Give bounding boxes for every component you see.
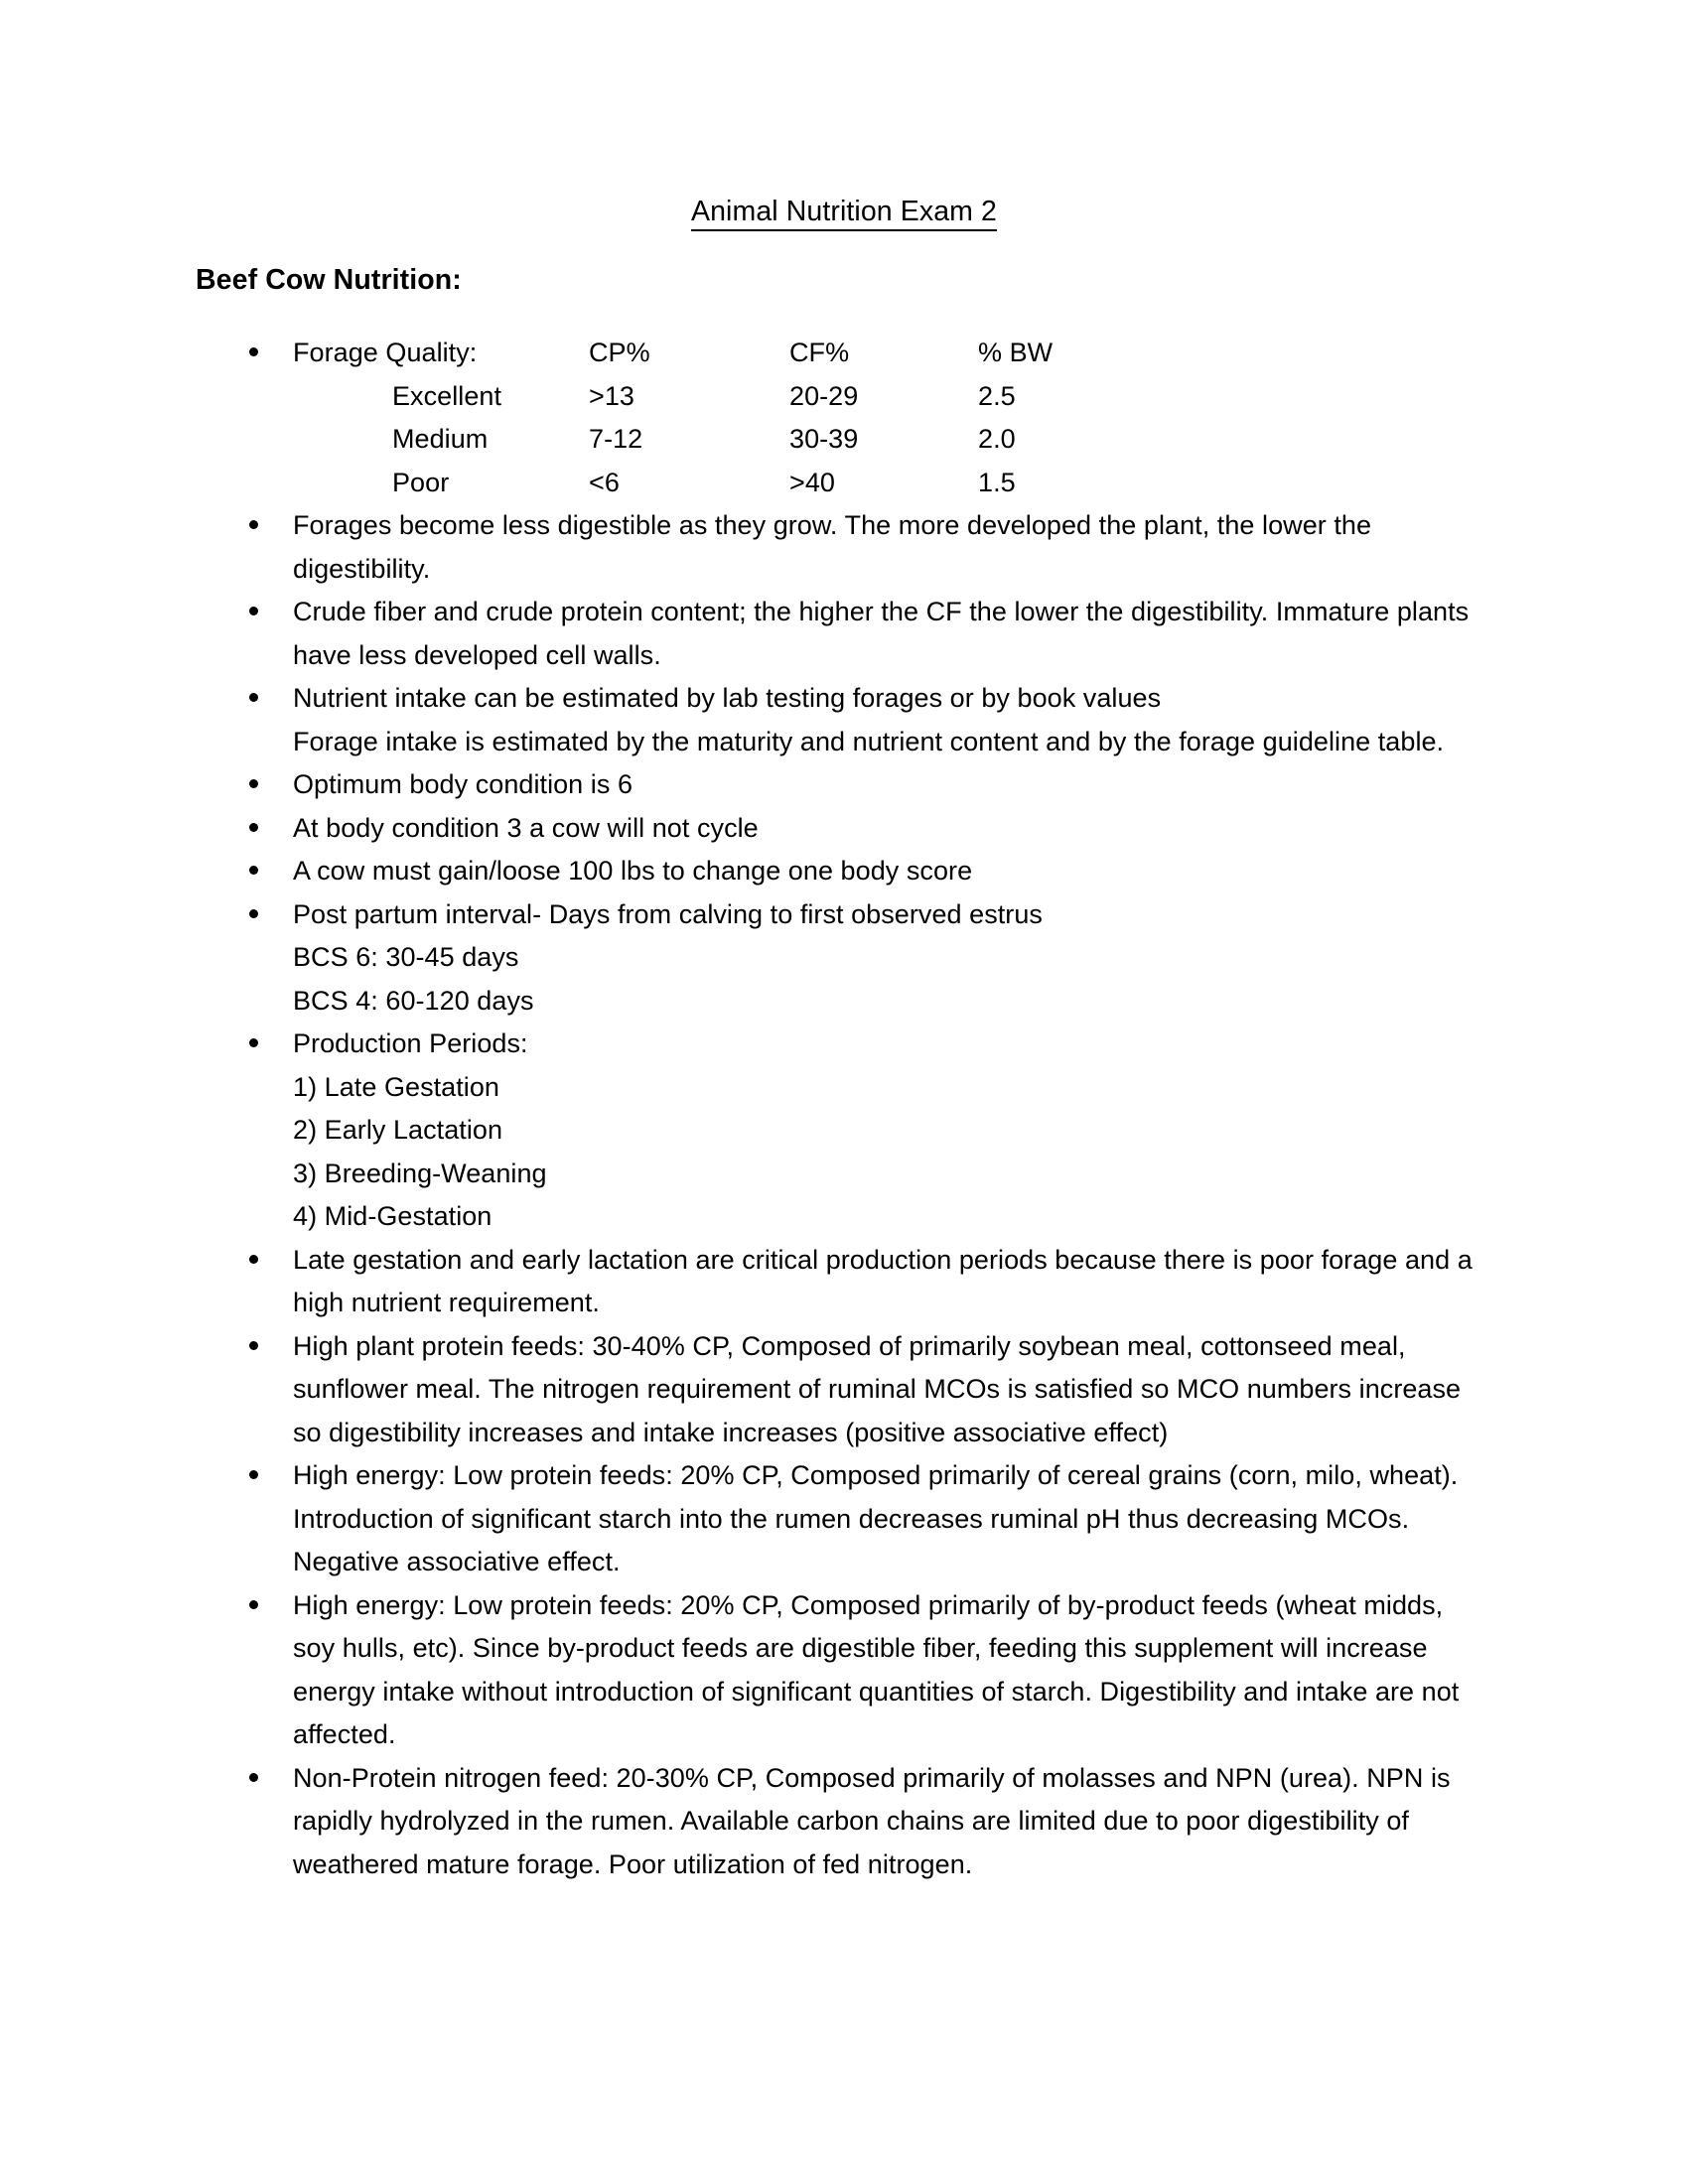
list-item — [0, 1325, 1688, 1455]
list-item-text: High energy: Low protein feeds: 20% CP, Composed primarily of cereal grains (corn, milo, wheat). Introduction of significant starch into the rumen decreases ruminal pH thus decreasing MCOs. Negative associative effect. — [293, 1460, 1459, 1576]
cell-bw: 2.5 — [978, 380, 1016, 411]
list-item — [0, 807, 1688, 851]
list-item — [0, 1023, 1688, 1066]
column-header-cf: CF% — [789, 338, 850, 367]
bullet-dot-icon — [249, 607, 258, 615]
list-item-text: At body condition 3 a cow will not cycle — [293, 812, 759, 843]
cell-cp: >13 — [589, 380, 634, 411]
list-item-text: Production Periods: — [293, 1028, 528, 1058]
document-body — [0, 332, 1688, 1886]
forage-quality-label: Forage Quality: — [293, 338, 478, 367]
list-item-forage-quality — [0, 332, 1688, 504]
list-item-subline: 3) Breeding-Weaning — [293, 1158, 547, 1188]
bullet-dot-icon — [249, 779, 258, 788]
list-item-text: Crude fiber and crude protein content; the higher the CF the lower the digestibility. Immature plants have less developed cell walls. — [293, 597, 1470, 670]
list-item-subline: 4) Mid-Gestation — [293, 1201, 492, 1231]
list-item-subline: 2) Early Lactation — [293, 1115, 503, 1145]
bullet-dot-icon — [249, 909, 258, 918]
column-header-cp: CP% — [589, 338, 650, 367]
section-heading-beef-cow-nutrition: Beef Cow Nutrition: — [196, 264, 462, 296]
cell-cf: 30-39 — [789, 424, 859, 454]
list-item — [0, 1239, 1688, 1325]
list-item-text: Optimum body condition is 6 — [293, 769, 633, 799]
list-item-subline: BCS 6: 30-45 days — [293, 942, 519, 972]
cell-cp: 7-12 — [589, 424, 643, 454]
table-header-row — [0, 332, 1688, 375]
forage-quality-table — [0, 332, 1688, 504]
list-item-text: Non-Protein nitrogen feed: 20-30% CP, Composed primarily of molasses and NPN (urea). NPN is rapidly hydrolyzed in the rumen. Available carbon chains are limited due to poor digestibility of weathered mature forage. Poor utilization of fed nitrogen. — [293, 1762, 1451, 1879]
document-title-container — [0, 195, 1688, 231]
list-item-subline: BCS 4: 60-120 days — [293, 985, 534, 1016]
bullet-dot-icon — [249, 1038, 258, 1047]
bullet-dot-icon — [249, 866, 258, 875]
table-row — [0, 418, 1688, 462]
bullet-dot-icon — [249, 1773, 258, 1782]
list-item-subline: 1) Late Gestation — [293, 1071, 499, 1102]
bullet-dot-icon — [249, 1470, 258, 1479]
cell-bw: 2.0 — [978, 424, 1016, 454]
list-item-text: High plant protein feeds: 30-40% CP, Composed of primarily soybean meal, cottonseed meal, sunflower meal. The nitrogen requirement of ruminal MCOs is satisfied so MCO numbers increase so digestibility increases and intake increases (positive associative effect) — [293, 1330, 1462, 1447]
list-item — [0, 1584, 1688, 1757]
list-item — [0, 850, 1688, 893]
cell-quality: Poor — [392, 467, 450, 497]
column-header-bw: % BW — [978, 338, 1054, 367]
cell-quality: Medium — [392, 424, 489, 454]
table-row — [0, 462, 1688, 505]
cell-bw: 1.5 — [978, 467, 1016, 497]
list-item-subline: Forage intake is estimated by the maturity and nutrient content and by the forage guideline table. — [293, 726, 1445, 756]
cell-cf: >40 — [789, 467, 835, 497]
list-item-text: A cow must gain/loose 100 lbs to change one body score — [293, 856, 973, 886]
cell-cf: 20-29 — [789, 380, 859, 411]
bullet-dot-icon — [249, 693, 258, 702]
page-title: Animal Nutrition Exam 2 — [691, 195, 997, 231]
list-item-text: High energy: Low protein feeds: 20% CP, Composed primarily of by-product feeds (wheat midds, soy hulls, etc). Since by-product feeds are digestible fiber, feeding this supplement will increase energy intake without introduction of significant quantities of starch. Digestibility and intake are not affected. — [293, 1589, 1460, 1749]
bullet-dot-icon — [249, 1255, 258, 1264]
list-item-text: Late gestation and early lactation are critical production periods because there is poor forage and a high nutrient requirement. — [293, 1244, 1473, 1317]
bullet-dot-icon — [249, 823, 258, 832]
bullet-dot-icon — [249, 1341, 258, 1350]
list-item — [0, 893, 1688, 937]
cell-cp: <6 — [589, 467, 620, 497]
list-item-text: Forages become less digestible as they grow. The more developed the plant, the lower the digestibility. — [293, 510, 1372, 584]
cell-quality: Excellent — [392, 380, 502, 411]
bullet-dot-icon — [249, 520, 258, 529]
list-item — [0, 1454, 1688, 1584]
list-item-text: Nutrient intake can be estimated by lab testing forages or by book values — [293, 683, 1162, 713]
list-item — [0, 504, 1688, 591]
list-item — [0, 677, 1688, 721]
list-item — [0, 1757, 1688, 1887]
bullet-dot-icon — [249, 1600, 258, 1609]
table-row — [0, 375, 1688, 419]
list-item — [0, 763, 1688, 807]
list-item-text: Post partum interval- Days from calving to first observed estrus — [293, 898, 1043, 929]
list-item — [0, 591, 1688, 677]
